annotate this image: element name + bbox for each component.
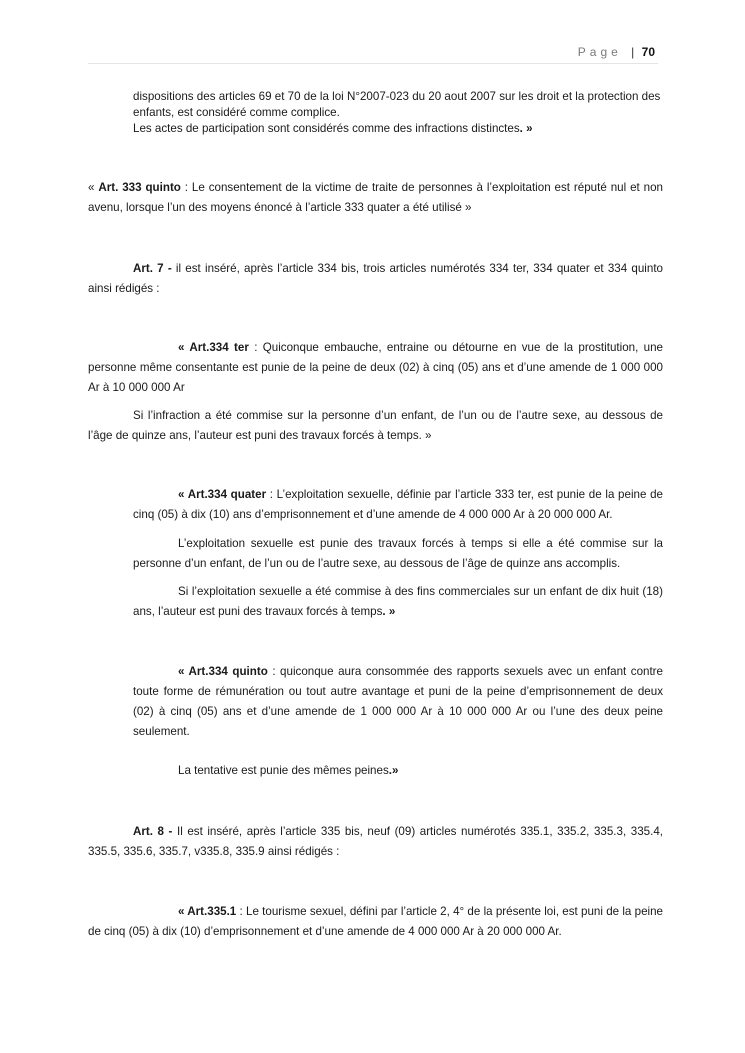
article-335-1: [88, 902, 663, 942]
article-text: : Quiconque embauche, entraine ou détourne en vue de la prostitution, une personne même consentante est punie de la peine de deux (02) à cinq (05) ans et d’une amende de 1 000 000 Ar à 10 000 000 Ar: [88, 341, 663, 394]
article-title: Art. 8 -: [133, 825, 173, 838]
article-text: : Le consentement de la victime de traite de personnes à l’exploitation est réputé nul et non avenu, lorsque l’un des moyens énoncé à l’article 333 quater a été utilisé »: [88, 181, 663, 214]
page-separator: |: [631, 45, 635, 59]
close-quote: . »: [382, 605, 396, 618]
article-7: [88, 259, 663, 299]
article-334-ter-paragraph-2: Si l’infraction a été commise sur la personne d’un enfant, de l’un ou de l’autre sexe, au dessous de l’âge de quinze ans, l’auteur est puni des travaux forcés à temps. »: [88, 409, 663, 442]
close-quote: .»: [388, 764, 399, 777]
article-text: : Le tourisme sexuel, défini par l’article 2, 4° de la présente loi, est puni de la peine de cinq (05) à dix (10) d’emprisonnement et d’une amende de 4 000 000 Ar à 20 000 000 Ar.: [88, 905, 663, 938]
article-334-quater: [133, 485, 663, 525]
article-title: Art. 7 -: [133, 262, 172, 275]
page-number: 70: [641, 45, 655, 59]
article-title: Art. 333 quinto: [98, 181, 181, 194]
complicity-close-quote: . »: [519, 122, 533, 135]
article-text: Il est inséré, après l’article 335 bis, neuf (09) articles numérotés 335.1, 335.2, 335.3, 335.4, 335.5, 335.6, 335.7, v335.8, 335.9 ainsi rédigés :: [88, 825, 663, 858]
open-quote: «: [178, 488, 188, 501]
article-text: : quiconque aura consommée des rapports sexuels avec un enfant contre toute forme de rémunération ou tout autre avantage et puni de la peine d’emprisonnement de deux (02) à cinq (05) ans et d’une amende de 1 000 000 Ar à 10 000 000 Ar ou l’une des deux peine seulement.: [133, 665, 663, 738]
article-title: Art.334 quater: [187, 488, 267, 501]
open-quote: «: [88, 181, 99, 194]
article-333-quinto: [88, 178, 663, 218]
article-text: : L’exploitation sexuelle, définie par l’article 333 ter, est punie de la peine de cinq (05) à dix (10) ans d’emprisonnement et d’une amende de 4 000 000 Ar à 20 000 000 Ar.: [133, 488, 663, 521]
paragraph-text: La tentative est punie des mêmes peines: [178, 764, 389, 777]
page-header: [578, 42, 655, 62]
paragraph-text: Si l’exploitation sexuelle a été commise à des fins commerciales sur un enfant de dix huit (18) ans, l’auteur est puni des travaux forcés à temps: [133, 585, 663, 618]
complicity-line-2: enfants, est considéré comme complice.: [133, 106, 340, 119]
tentative-paragraph: [133, 761, 663, 781]
article-title: Art.334 ter: [189, 341, 249, 354]
article-8: [88, 822, 663, 862]
open-quote: «: [178, 665, 189, 678]
complicity-line-3: Les actes de participation sont considérés comme des infractions distinctes: [133, 122, 520, 135]
open-quote: «: [178, 905, 188, 918]
open-quote: «: [178, 341, 190, 354]
article-text: il est inséré, après l’article 334 bis, trois articles numérotés 334 ter, 334 quater et 334 quinto ainsi rédigés :: [88, 262, 663, 295]
paragraph-complicity: [133, 89, 663, 137]
header-rule: [88, 63, 658, 64]
article-334-quater-paragraph-2: L’exploitation sexuelle est punie des travaux forcés à temps si elle a été commise sur la personne d’un enfant, de l’un ou de l’autre sexe, au dessous de l’âge de quinze ans accomplis.: [133, 537, 663, 570]
article-title: Art.334 quinto: [188, 665, 268, 678]
complicity-line-1: dispositions des articles 69 et 70 de la loi N°2007-023 du 20 aout 2007 sur les droit et la protection des: [133, 90, 661, 103]
article-334-ter: [88, 338, 663, 398]
article-334-quater-paragraph-3: [133, 582, 663, 622]
article-334-quinto: [133, 662, 663, 742]
page-label: Page: [577, 45, 622, 59]
article-title: Art.335.1: [187, 905, 237, 918]
